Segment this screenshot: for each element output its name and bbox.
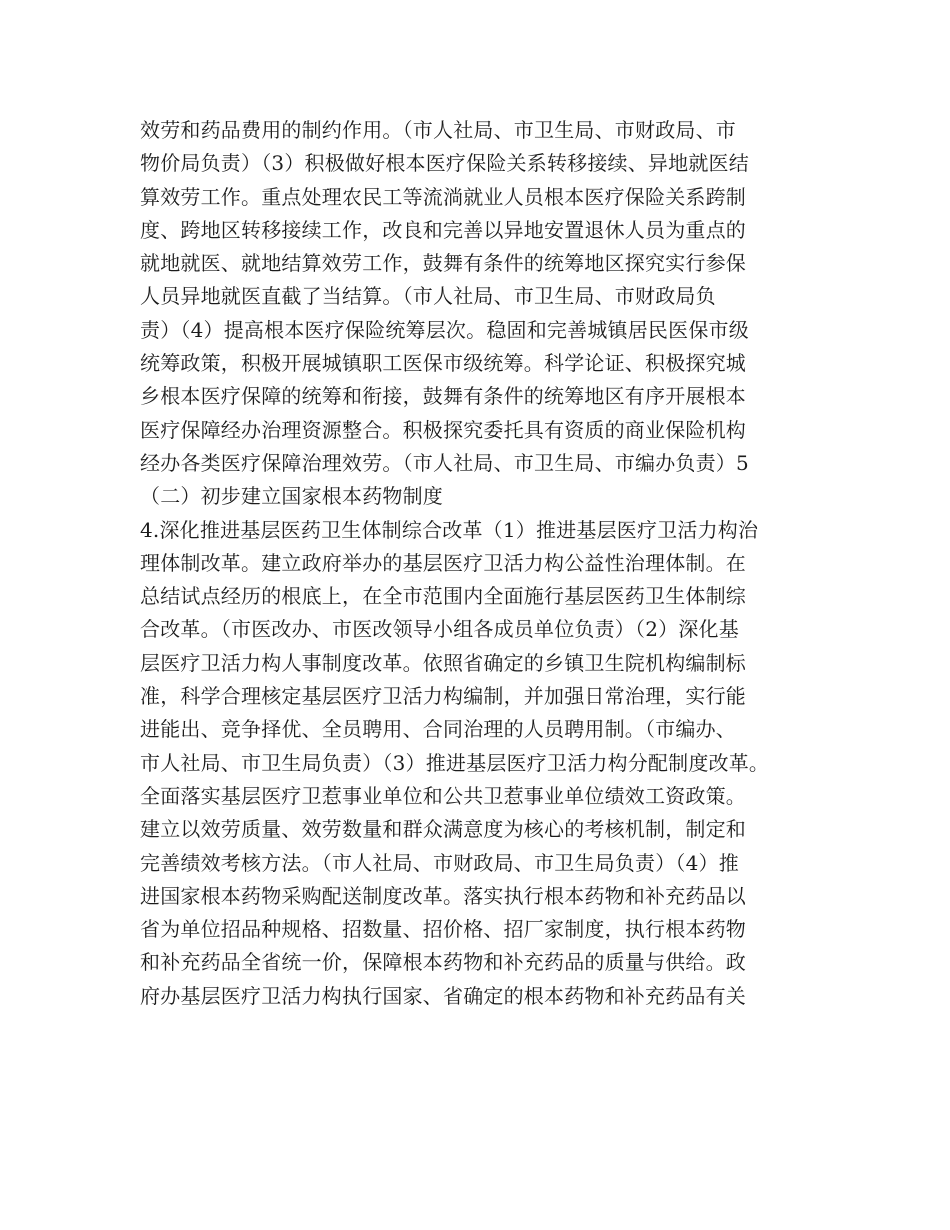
text-line: 经办各类医疗保障治理效劳。（市人社局、市卫生局、市编办负责）5	[140, 450, 749, 475]
text-line: 理体制改革。建立政府举办的基层医疗卫活力构公益性治理体制。在	[140, 550, 746, 575]
text-line: 总结试点经历的根底上，在全市范围内全面施行基层医药卫生体制综	[140, 584, 746, 609]
text-line: 统筹政策，积极开展城镇职工医保市级统筹。科学论证、积极探究城	[140, 351, 746, 376]
section-heading: （二）初步建立国家根本药物制度	[140, 484, 443, 509]
text-line: 准，科学合理核定基层医疗卫活力构编制，并加强日常治理，实行能	[140, 684, 746, 709]
text-line: 就地就医、就地结算效劳工作，鼓舞有条件的统筹地区探究实行参保	[140, 251, 746, 276]
text-line: 层医疗卫活力构人事制度改革。依照省确定的乡镇卫生院机构编制标	[140, 650, 746, 675]
text-line: 全面落实基层医疗卫惹事业单位和公共卫惹事业单位绩效工资政策。	[140, 783, 746, 808]
text-line: 医疗保障经办治理资源整合。积极探究委托具有资质的商业保险机构	[140, 417, 746, 442]
text-line: 建立以效劳质量、效劳数量和群众满意度为核心的考核机制，制定和	[140, 817, 746, 842]
text-line: 人员异地就医直截了当结算。（市人社局、市卫生局、市财政局负	[140, 284, 716, 309]
text-line: 市人社局、市卫生局负责）（3）推进基层医疗卫活力构分配制度改革。	[140, 750, 770, 775]
text-line: 度、跨地区转移接续工作，改良和完善以异地安置退休人员为重点的	[140, 217, 746, 242]
text-line: 效劳和药品费用的制约作用。（市人社局、市卫生局、市财政局、市	[140, 118, 736, 142]
text-line: 乡根本医疗保障的统筹和衔接，鼓舞有条件的统筹地区有序开展根本	[140, 384, 746, 409]
text-line: 完善绩效考核方法。（市人社局、市财政局、市卫生局负责）（4）推	[140, 850, 739, 875]
text-line: 算效劳工作。重点处理农民工等流淌就业人员根本医疗保险关系跨制	[140, 184, 746, 209]
text-line: 合改革。（市医改办、市医改领导小组各成员单位负责）（2）深化基	[140, 617, 739, 642]
text-line: 进国家根本药物采购配送制度改革。落实执行根本药物和补充药品以	[140, 883, 746, 908]
text-line: 府办基层医疗卫活力构执行国家、省确定的根本药物和补充药品有关	[140, 983, 746, 1008]
text-line: 物价局负责）（3）积极做好根本医疗保险关系转移接续、异地就医结	[140, 151, 749, 176]
text-line: 省为单位招品种规格、招数量、招价格、招厂家制度，执行根本药物	[140, 917, 746, 942]
text-line: 4.深化推进基层医药卫生体制综合改革（1）推进基层医疗卫活力构治	[140, 517, 759, 542]
text-line: 进能出、竞争择优、全员聘用、合同治理的人员聘用制。（市编办、	[140, 717, 736, 742]
text-line: 责）（4）提高根本医疗保险统筹层次。稳固和完善城镇居民医保市级	[140, 317, 749, 342]
text-line: 和补充药品全省统一价，保障根本药物和补充药品的质量与供给。政	[140, 950, 746, 975]
body-text	[140, 114, 820, 1013]
